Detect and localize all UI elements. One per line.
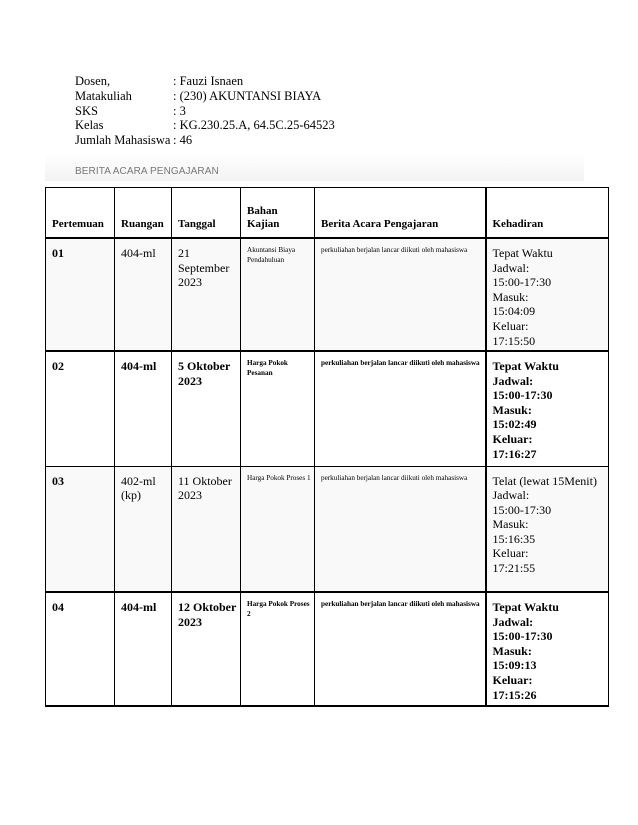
header-bahan-kajian: Bahan Kajian: [241, 188, 315, 239]
cell-kehadiran: [486, 592, 609, 706]
table-row: [46, 238, 609, 351]
cell-pertemuan: 02: [46, 351, 115, 466]
cell-pertemuan: 03: [46, 466, 115, 592]
cell-bahan: Akuntansi Biaya Pendahuluan: [241, 238, 315, 351]
cell-kehadiran: [486, 466, 609, 592]
kehadiran-keluar: 17:16:27: [492, 446, 537, 461]
table-row: [46, 351, 609, 466]
info-dosen: [75, 74, 335, 89]
kehadiran-masuk-label: Masuk:: [492, 517, 529, 532]
info-kelas: [75, 118, 335, 133]
cell-bahan: Harga Pokok Proses 1: [241, 466, 315, 592]
cell-bahan: Harga Pokok Pesanan: [241, 351, 315, 466]
cell-berita: perkuliahan berjalan lancar diikuti oleh mahasiswa: [315, 466, 486, 592]
cell-berita: perkuliahan berjalan lancar diikuti oleh mahasiswa: [315, 351, 486, 466]
table-row: [46, 466, 609, 592]
kehadiran-keluar: 17:15:26: [492, 687, 537, 702]
kehadiran-jadwal-label: Jadwal:: [492, 373, 534, 388]
jumlah-value: : 46: [173, 133, 193, 148]
kehadiran-masuk-label: Masuk:: [492, 402, 532, 417]
cell-tanggal: 5 Oktober 2023: [172, 351, 241, 466]
cell-ruangan: 404-ml: [115, 238, 172, 351]
kehadiran-status: Tepat Waktu: [492, 359, 559, 373]
header-ruangan: Ruangan: [115, 188, 172, 239]
kehadiran-jadwal: 15:00-17:30: [492, 388, 553, 403]
info-jumlah: [75, 133, 335, 148]
header-pertemuan: Pertemuan: [46, 188, 115, 239]
jumlah-label: Jumlah Mahasiswa: [75, 133, 171, 148]
cell-ruangan: 404-ml: [115, 351, 172, 466]
kehadiran-jadwal-label: Jadwal:: [492, 614, 534, 629]
sks-value: : 3: [173, 103, 186, 118]
cell-pertemuan: 01: [46, 238, 115, 351]
cell-tanggal: 11 Oktober 2023: [172, 466, 241, 592]
cell-ruangan: 404-ml: [115, 592, 172, 706]
dosen-value: : Fauzi Isnaen: [173, 74, 244, 88]
section-title: BERITA ACARA PENGAJARAN: [75, 166, 219, 177]
kehadiran-masuk: 15:16:35: [492, 531, 536, 546]
kehadiran-jadwal-label: Jadwal:: [492, 260, 530, 275]
kehadiran-masuk: 15:02:49: [492, 417, 537, 432]
kehadiran-keluar-label: Keluar:: [492, 672, 533, 687]
kehadiran-jadwal: 15:00-17:30: [492, 275, 552, 290]
berita-acara-table: [45, 187, 609, 707]
kelas-value: : KG.230.25.A, 64.5C.25-64523: [173, 118, 335, 133]
cell-berita: perkuliahan berjalan lancar diikuti oleh mahasiswa: [315, 592, 486, 706]
table-header-row: [46, 188, 609, 239]
cell-kehadiran: [486, 351, 609, 466]
kehadiran-masuk: 15:04:09: [492, 304, 536, 319]
cell-ruangan: 402-ml (kp): [115, 466, 172, 592]
kehadiran-status: Tepat Waktu: [492, 246, 553, 260]
matakuliah-value: : (230) AKUNTANSI BIAYA: [173, 88, 322, 103]
kehadiran-status: Telat (lewat 15Menit): [492, 473, 597, 488]
cell-berita: perkuliahan berjalan lancar diikuti oleh mahasiswa: [315, 238, 486, 351]
kehadiran-keluar-label: Keluar:: [492, 318, 529, 333]
course-info: [75, 74, 335, 148]
cell-kehadiran: [486, 238, 609, 351]
kehadiran-masuk: 15:09:13: [492, 658, 537, 673]
kehadiran-masuk-label: Masuk:: [492, 643, 532, 658]
kehadiran-keluar: 17:15:50: [492, 333, 536, 348]
kehadiran-keluar-label: Keluar:: [492, 546, 529, 561]
cell-tanggal: 12 Oktober 2023: [172, 592, 241, 706]
kehadiran-jadwal-label: Jadwal:: [492, 488, 530, 503]
header-berita-acara: Berita Acara Pengajaran: [315, 188, 486, 239]
matakuliah-label: Matakuliah: [75, 88, 132, 103]
header-tanggal: Tanggal: [172, 188, 241, 239]
kehadiran-keluar-label: Keluar:: [492, 431, 533, 446]
kehadiran-masuk-label: Masuk:: [492, 289, 529, 304]
kehadiran-jadwal: 15:00-17:30: [492, 502, 552, 517]
kehadiran-jadwal: 15:00-17:30: [492, 629, 553, 644]
dosen-label: Dosen,: [75, 74, 111, 88]
cell-bahan: Harga Pokok Proses 2: [241, 592, 315, 706]
header-kehadiran: Kehadiran: [486, 188, 609, 239]
info-sks: [75, 104, 335, 119]
kehadiran-status: Tepat Waktu: [492, 600, 559, 614]
info-matakuliah: [75, 89, 335, 104]
sks-label: SKS: [75, 103, 98, 118]
table-row: [46, 592, 609, 706]
kelas-label: Kelas: [75, 118, 104, 133]
cell-tanggal: 21 September 2023: [172, 238, 241, 351]
cell-pertemuan: 04: [46, 592, 115, 706]
kehadiran-keluar: 17:21:55: [492, 561, 536, 576]
